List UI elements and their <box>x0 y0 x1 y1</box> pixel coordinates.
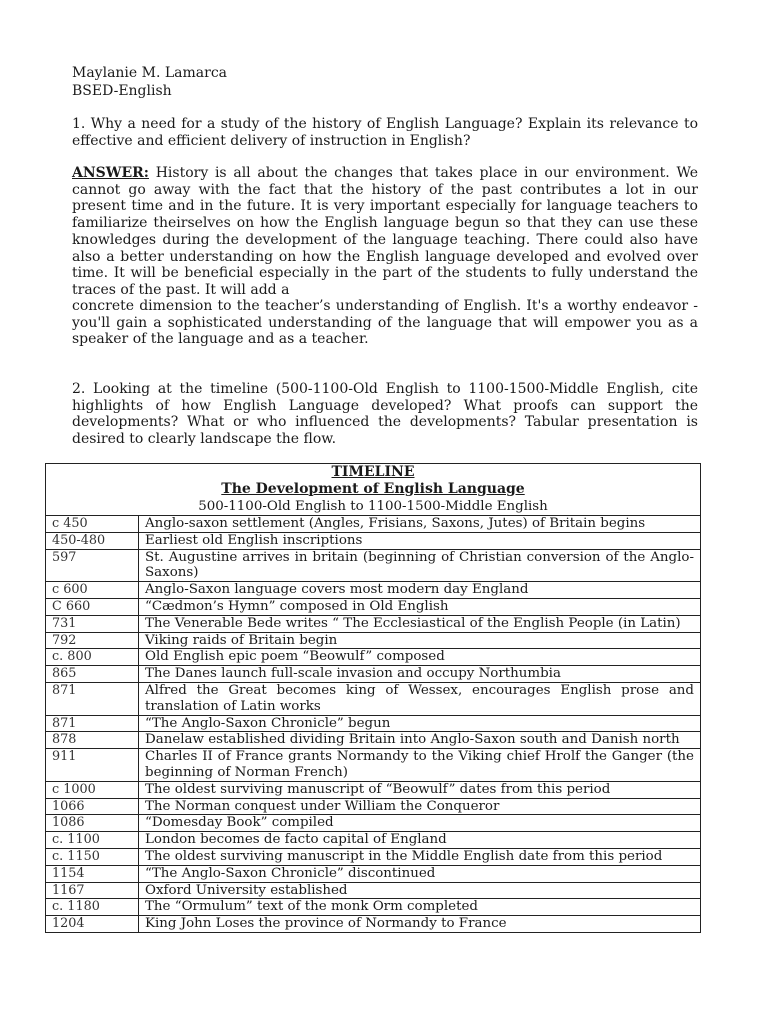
timeline-date: 1167 <box>46 882 139 899</box>
table-row <box>46 682 701 715</box>
answer-paragraph <box>72 165 698 299</box>
table-row <box>46 732 701 749</box>
table-row <box>46 632 701 649</box>
timeline-event: “Cædmon’s Hymn” composed in Old English <box>139 598 701 615</box>
timeline-event: “The Anglo-Saxon Chronicle” discontinued <box>139 865 701 882</box>
table-row <box>46 882 701 899</box>
timeline-date: c. 1100 <box>46 832 139 849</box>
timeline-event: London becomes de facto capital of England <box>139 832 701 849</box>
timeline-event: Charles II of France grants Normandy to the Viking chief Hrolf the Ganger (the beginning of Norman French) <box>139 749 701 782</box>
timeline-event: The Danes launch full-scale invasion and occupy Northumbia <box>139 666 701 683</box>
timeline-date: c. 1180 <box>46 899 139 916</box>
timeline-event: Old English epic poem “Beowulf” composed <box>139 649 701 666</box>
timeline-date: 911 <box>46 749 139 782</box>
timeline-date: 871 <box>46 715 139 732</box>
timeline-event: King John Loses the province of Normandy to France <box>139 916 701 933</box>
timeline-date: 731 <box>46 615 139 632</box>
timeline-date: 1204 <box>46 916 139 933</box>
answer-continuation: concrete dimension to the teacher’s understanding of English. It's a worthy endeavor - you'll gain a sophisticated understanding of the language that will empower you as a speaker of the language and as a teacher. <box>72 298 698 348</box>
timeline-body <box>46 516 701 933</box>
table-row <box>46 916 701 933</box>
table-row <box>46 549 701 582</box>
timeline-date: 871 <box>46 682 139 715</box>
timeline-date: 878 <box>46 732 139 749</box>
timeline-header-cell <box>46 464 701 516</box>
timeline-date: c 450 <box>46 516 139 533</box>
question-2: 2. Looking at the timeline (500-1100-Old English to 1100-1500-Middle English, cite highlights of how English Language developed? What proofs can support the developments? What or who influenced the developments? Tabular presentation is desired to clearly landscape the flow. <box>72 381 698 448</box>
table-row <box>46 598 701 615</box>
timeline-event: The “Ormulum” text of the monk Orm completed <box>139 899 701 916</box>
timeline-event: The Norman conquest under William the Conqueror <box>139 798 701 815</box>
timeline-event: “The Anglo-Saxon Chronicle” begun <box>139 715 701 732</box>
table-row <box>46 899 701 916</box>
timeline-event: Anglo-saxon settlement (Angles, Frisians, Saxons, Jutes) of Britain begins <box>139 516 701 533</box>
timeline-event: Anglo-Saxon language covers most modern day England <box>139 582 701 599</box>
timeline-event: Oxford University established <box>139 882 701 899</box>
timeline-event: St. Augustine arrives in britain (beginning of Christian conversion of the Anglo-Saxons) <box>139 549 701 582</box>
timeline-subtitle: The Development of English Language <box>221 481 525 497</box>
table-row <box>46 798 701 815</box>
timeline-title: TIMELINE <box>331 464 415 480</box>
timeline-event: The Venerable Bede writes “ The Ecclesiastical of the English People (in Latin) <box>139 615 701 632</box>
answer-text: History is all about the changes that takes place in our environment. We cannot go away with the fact that the history of the past contributes a lot in our present time and in the future. It is very important especially for language teachers to familiarize theirselves on how the English language begun so that they can use these knowledges during the development of the language teaching. There could also have also a better understanding on how the English language developed and evolved over time. It will be beneficial especially in the part of the students to fully understand the traces of the past. It will add a <box>72 165 699 298</box>
author-header <box>72 64 227 100</box>
table-row <box>46 532 701 549</box>
timeline-event: Earliest old English inscriptions <box>139 532 701 549</box>
table-row <box>46 749 701 782</box>
table-row <box>46 615 701 632</box>
timeline-event: Viking raids of Britain begin <box>139 632 701 649</box>
timeline-date: 792 <box>46 632 139 649</box>
answer-label: ANSWER: <box>72 165 149 181</box>
timeline-date: C 660 <box>46 598 139 615</box>
author-course: BSED-English <box>72 83 172 99</box>
timeline-date: c. 800 <box>46 649 139 666</box>
table-row <box>46 666 701 683</box>
timeline-date: c 600 <box>46 582 139 599</box>
table-row <box>46 815 701 832</box>
timeline-date: 450-480 <box>46 532 139 549</box>
table-row <box>46 715 701 732</box>
timeline-date: c 1000 <box>46 781 139 798</box>
timeline-event: The oldest surviving manuscript of “Beowulf” dates from this period <box>139 781 701 798</box>
table-row <box>46 832 701 849</box>
timeline-event: “Domesday Book” compiled <box>139 815 701 832</box>
timeline-table <box>45 463 701 933</box>
table-row <box>46 516 701 533</box>
timeline-date: 597 <box>46 549 139 582</box>
timeline-date: 865 <box>46 666 139 683</box>
table-row <box>46 649 701 666</box>
timeline-event: The oldest surviving manuscript in the Middle English date from this period <box>139 848 701 865</box>
table-row <box>46 582 701 599</box>
timeline-event: Alfred the Great becomes king of Wessex, encourages English prose and translation of Latin works <box>139 682 701 715</box>
table-row <box>46 848 701 865</box>
table-row <box>46 865 701 882</box>
timeline-event: Danelaw established dividing Britain into Anglo-Saxon south and Danish north <box>139 732 701 749</box>
timeline-date: 1066 <box>46 798 139 815</box>
timeline-range: 500-1100-Old English to 1100-1500-Middle English <box>198 499 548 514</box>
table-row <box>46 781 701 798</box>
author-name: Maylanie M. Lamarca <box>72 65 228 81</box>
timeline-date: c. 1150 <box>46 848 139 865</box>
timeline-date: 1086 <box>46 815 139 832</box>
question-1: 1. Why a need for a study of the history of English Language? Explain its relevance to effective and efficient delivery of instruction in English? <box>72 116 698 149</box>
timeline-date: 1154 <box>46 865 139 882</box>
